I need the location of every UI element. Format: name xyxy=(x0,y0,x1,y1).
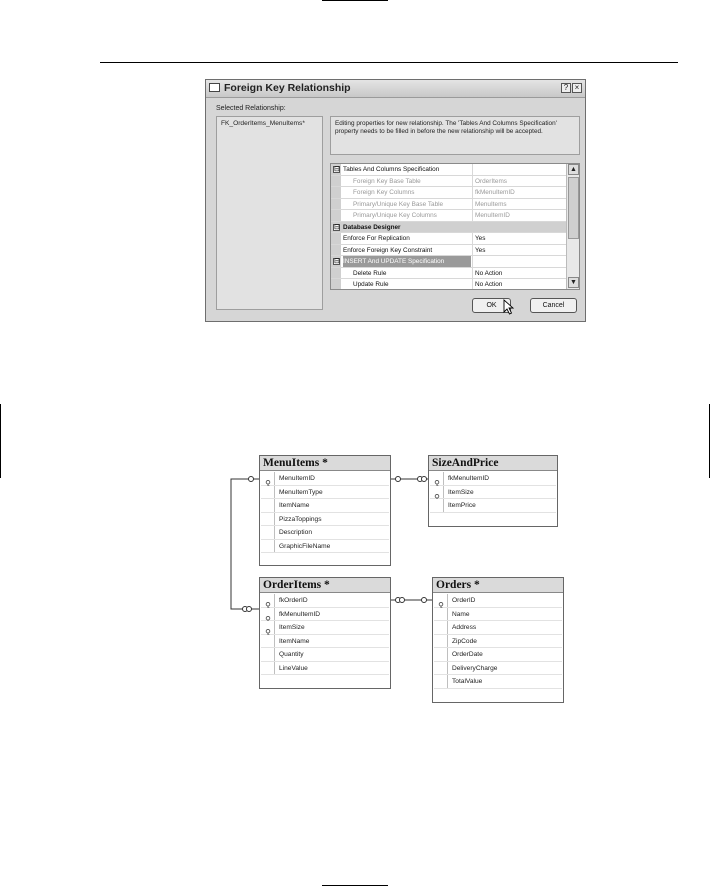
menuitems-orderitems-line xyxy=(231,479,259,609)
property-value[interactable]: No Action xyxy=(472,268,566,279)
column-name: Address xyxy=(452,624,477,631)
property-name: Update Rule xyxy=(353,281,389,288)
table-orders[interactable] xyxy=(432,577,564,703)
column-name: DeliveryCharge xyxy=(452,664,498,672)
column-row-selector[interactable] xyxy=(261,486,275,499)
column-row-selector[interactable] xyxy=(434,648,448,661)
column-name: MenuItemID xyxy=(279,475,315,482)
column-row-selector[interactable] xyxy=(261,499,275,512)
column-row[interactable] xyxy=(261,499,389,513)
scroll-up-arrow-icon[interactable]: ▲ xyxy=(568,164,579,175)
property-name: Foreign Key Columns xyxy=(353,189,415,196)
table-header[interactable] xyxy=(260,578,390,593)
one-end-icon xyxy=(396,477,401,482)
column-row[interactable] xyxy=(261,540,389,554)
collapse-toggle-icon[interactable]: ⊟ xyxy=(334,223,340,231)
ok-button[interactable]: OK xyxy=(472,298,511,313)
column-row-selector[interactable] xyxy=(261,540,275,553)
column-name: ItemName xyxy=(279,637,310,645)
column-row-selector[interactable] xyxy=(430,472,444,485)
column-name: ItemPrice xyxy=(448,502,476,509)
column-row[interactable] xyxy=(261,594,389,608)
table-orderitems[interactable] xyxy=(259,577,391,689)
column-row-selector[interactable] xyxy=(434,635,448,648)
column-row[interactable] xyxy=(261,662,389,676)
table-header[interactable] xyxy=(429,456,557,471)
property-value[interactable]: fkMenuItemID xyxy=(472,187,566,198)
property-value[interactable]: MenuItemID xyxy=(472,210,566,221)
column-row[interactable] xyxy=(261,621,389,635)
column-name: ItemSize xyxy=(448,488,474,496)
column-name: fkOrderID xyxy=(279,597,308,604)
relationship-item[interactable]: FK_OrderItems_MenuItems* xyxy=(221,120,305,127)
table-title: Orders * xyxy=(436,579,480,591)
property-name: Enforce For Replication xyxy=(343,235,410,242)
column-name: Quantity xyxy=(279,651,304,658)
property-name: Enforce Foreign Key Constraint xyxy=(343,246,433,254)
column-name: PizzaToppings xyxy=(279,515,322,523)
primary-key-icon xyxy=(434,489,440,497)
column-row[interactable] xyxy=(261,635,389,649)
column-row-selector[interactable] xyxy=(261,648,275,661)
column-row[interactable] xyxy=(261,486,389,500)
column-row[interactable] xyxy=(430,499,556,513)
column-row-selector[interactable] xyxy=(434,594,448,607)
table-header[interactable] xyxy=(260,456,390,471)
collapse-toggle-icon[interactable]: ⊟ xyxy=(334,166,340,173)
primary-key-icon xyxy=(265,597,271,605)
cancel-button[interactable]: Cancel xyxy=(530,298,577,313)
property-name: Primary/Unique Key Base Table xyxy=(353,200,444,208)
column-row-selector[interactable] xyxy=(430,499,444,512)
column-row-selector[interactable] xyxy=(434,621,448,634)
column-row[interactable] xyxy=(261,472,389,486)
column-row[interactable] xyxy=(261,648,389,662)
column-name: TotalValue xyxy=(452,678,483,685)
primary-key-icon xyxy=(438,597,444,605)
column-name: Name xyxy=(452,610,470,618)
column-name: LineValue xyxy=(279,664,308,672)
close-button[interactable]: × xyxy=(572,83,582,93)
column-row[interactable] xyxy=(434,621,562,635)
column-row[interactable] xyxy=(261,608,389,622)
property-value[interactable]: Yes xyxy=(472,233,566,244)
property-name: Primary/Unique Key Columns xyxy=(353,212,437,219)
column-row[interactable] xyxy=(434,608,562,622)
column-row-selector[interactable] xyxy=(261,635,275,648)
selected-relationship-label: Selected Relationship: xyxy=(216,105,286,112)
property-value[interactable]: Yes xyxy=(472,245,566,256)
many-end-icon xyxy=(422,477,427,482)
column-name: Description xyxy=(279,529,312,536)
scroll-down-arrow-icon[interactable]: ▼ xyxy=(568,277,579,288)
property-name: Database Designer xyxy=(343,223,401,231)
property-value[interactable]: MenuItems xyxy=(472,199,566,210)
column-name: OrderDate xyxy=(452,651,483,658)
table-title: SizeAndPrice xyxy=(432,457,499,469)
column-name: ItemName xyxy=(279,502,310,509)
primary-key-icon xyxy=(265,624,271,632)
column-row[interactable] xyxy=(434,594,562,608)
property-name: Foreign Key Base Table xyxy=(353,177,421,185)
column-row[interactable] xyxy=(434,662,562,676)
column-row[interactable] xyxy=(434,675,562,689)
column-name: ItemSize xyxy=(279,624,305,631)
primary-key-icon xyxy=(265,611,271,619)
column-row-selector[interactable] xyxy=(261,594,275,607)
property-name: Delete Rule xyxy=(353,269,387,277)
column-name: ZipCode xyxy=(452,637,477,645)
column-name: GraphicFileName xyxy=(279,542,331,550)
column-name: fkMenuItemID xyxy=(279,610,321,618)
column-row-selector[interactable] xyxy=(261,662,275,675)
table-menuitems[interactable] xyxy=(259,455,391,566)
property-name: INSERT And UPDATE Specification xyxy=(343,256,471,267)
column-row-selector[interactable] xyxy=(261,513,275,526)
column-row-selector[interactable] xyxy=(430,486,444,499)
table-sizeandprice[interactable] xyxy=(428,455,558,527)
one-end-icon xyxy=(422,598,427,603)
table-title: MenuItems * xyxy=(263,457,328,469)
column-row[interactable] xyxy=(434,648,562,662)
column-row[interactable] xyxy=(261,513,389,527)
one-end-icon xyxy=(249,477,254,482)
many-end-icon xyxy=(400,598,405,603)
column-row-selector[interactable] xyxy=(434,608,448,621)
dialog-title: Foreign Key Relationship xyxy=(224,82,351,94)
column-row[interactable] xyxy=(434,635,562,649)
property-value[interactable]: OrderItems xyxy=(472,176,566,187)
property-name: Tables And Columns Specification xyxy=(343,166,440,173)
property-value[interactable]: No Action xyxy=(472,279,566,290)
column-row-selector[interactable] xyxy=(434,662,448,675)
column-name: fkMenuItemID xyxy=(448,475,490,482)
column-name: OrderID xyxy=(452,597,476,604)
column-row-selector[interactable] xyxy=(261,472,275,485)
many-end-icon xyxy=(247,607,252,612)
column-row[interactable] xyxy=(261,526,389,540)
column-row[interactable] xyxy=(430,472,556,486)
primary-key-icon xyxy=(434,475,440,483)
column-row-selector[interactable] xyxy=(261,526,275,539)
column-row-selector[interactable] xyxy=(434,675,448,688)
table-header[interactable] xyxy=(433,578,563,593)
column-row[interactable] xyxy=(430,486,556,500)
help-button[interactable]: ? xyxy=(561,83,571,93)
table-title: OrderItems * xyxy=(263,579,330,591)
column-row-selector[interactable] xyxy=(261,621,275,634)
column-row-selector[interactable] xyxy=(261,608,275,621)
collapse-toggle-icon[interactable]: ⊟ xyxy=(334,258,340,265)
primary-key-icon xyxy=(265,475,271,483)
relationship-description: Editing properties for new relationship. The 'Tables And Columns Specification' property needs to be filled in before the new relationship will be accepted. xyxy=(330,116,580,155)
column-name: MenuItemType xyxy=(279,488,323,496)
